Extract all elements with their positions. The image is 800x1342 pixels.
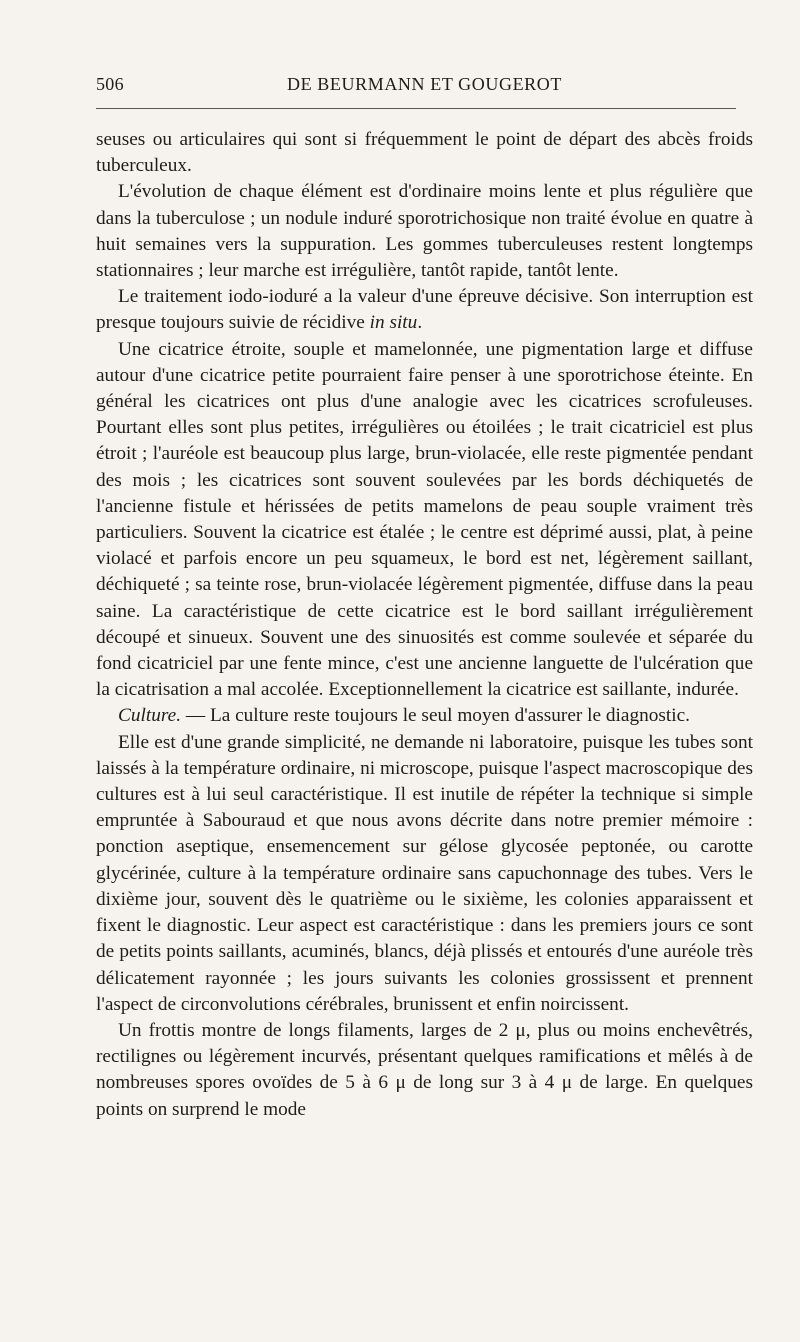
paragraph-smear	[96, 1018, 753, 1123]
paragraph-culture	[96, 703, 753, 729]
page-number: 506	[96, 74, 124, 94]
paragraph-treatment	[96, 284, 753, 336]
paragraph-text: — La culture reste toujours le seul moyen d'assurer le diagnostic.	[181, 705, 690, 727]
running-header	[96, 70, 753, 98]
paragraph-text: Le traitement iodo-ioduré a la valeur d'une épreuve décisive. Son interruption est presque toujours suivie de récidive	[96, 286, 753, 334]
paragraph-text: L'évolution de chaque élément est d'ordinaire moins lente et plus régulière que dans la tuberculose ; un nodule induré sporotrichosique non traité évolue en quatre à huit semaines vers la suppuration. Les gommes tuberculeuses restent longtemps stationnaires ; leur marche est irrégulière, tantôt rapide, tantôt lente.	[96, 181, 753, 282]
book-page	[96, 70, 753, 1123]
paragraph-text: Une cicatrice étroite, souple et mamelonnée, une pigmentation large et diffuse autour d'une cicatrice petite pourraient faire penser à une sporotrichose éteinte. En général les cicatrices ont plus d'une analogie avec les cicatrices scrofuleuses. Pourtant elles sont plus petites, irrégulières ou étoilées ; le trait cicatriciel est plus étroit ; l'auréole est beaucoup plus large, brun-violacée, elle reste pigmentée pendant des mois ; les cicatrices sont souvent soulevées par les bords déchiquetés de l'ancienne fistule et hérissées de petits mamelons de peau souple vraiment très particuliers. Souvent la cicatrice est étalée ; le centre est déprimé aussi, plat, à peine violacé et parfois encore un peu squameux, le bord est net, légèrement saillant, déchiqueté ; sa teinte rose, brun-violacée légèrement pigmentée, diffuse dans la peau saine. La caractéristique de cette cicatrice est le bord saillant irrégulièrement découpé et sinueux. Souvent une des sinuosités est comme soulevée et séparée du fond cicatriciel par une fente mince, c'est une ancienne languette de l'ulcération que la cicatrisation a mal accolée. Exceptionnellement la cicatrice est saillante, indurée.	[96, 338, 753, 701]
running-title: DE BEURMANN ET GOUGEROT	[287, 74, 562, 94]
paragraph-scars	[96, 337, 753, 704]
paragraph-text: Un frottis montre de longs filaments, larges de 2 μ, plus ou moins enchevêtrés, rectilignes ou légèrement incurvés, présentant quelques ramifications et mêlés à de nombreuses spores ovoïdes de 5 à 6 μ de long sur 3 à 4 μ de large. En quelques points on surprend le mode	[96, 1019, 753, 1120]
italic-term: in situ	[369, 312, 418, 334]
header-rule	[96, 108, 736, 109]
paragraph-text: Elle est d'une grande simplicité, ne demande ni laboratoire, puisque les tubes sont laissés à la température ordinaire, ni microscope, puisque l'aspect macroscopique des cultures est à lui seul caractéristique. Il est inutile de répéter la technique si simple empruntée à Sabouraud et que nous avons décrite dans notre premier mémoire : ponction aseptique, ensemencement sur gélose glycosée peptonée, ou carotte glycérinée, culture à la température ordinaire sans capuchonnage des tubes. Vers le dixième jour, souvent dès le quatrième ou le sixième, les colonies apparaissent et fixent le diagnostic. Leur aspect est caractéristique : dans les premiers jours ce sont de petits points saillants, acuminés, blancs, déjà plissés et entourés d'une auréole très délicatement rayonnée ; les jours suivants les colonies grossissent et prennent l'aspect de circonvolutions cérébrales, brunissent et enfin noircissent.	[96, 731, 753, 1015]
paragraph-text: seuses ou articulaires qui sont si fréquemment le point de départ des abcès froids tuberculeux.	[96, 129, 753, 177]
body-text	[96, 127, 753, 1123]
paragraph-simplicity	[96, 730, 753, 1018]
paragraph-tail: .	[417, 312, 423, 334]
section-lead: Culture.	[118, 705, 182, 727]
paragraph-evolution	[96, 179, 753, 284]
paragraph-continuation	[96, 127, 753, 179]
